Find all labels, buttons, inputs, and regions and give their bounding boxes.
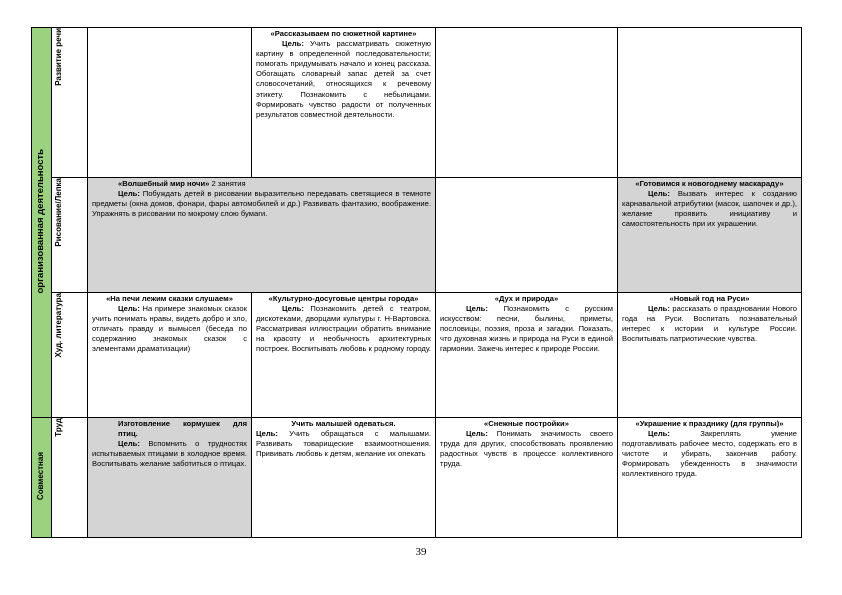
cell-labor-week2	[252, 418, 436, 538]
fiction-week2-title: «Культурно-досуговые центры города»	[268, 294, 419, 303]
labor-week4-title: «Украшение к празднику (для группы)»	[635, 419, 784, 428]
labor-week1-goal: Вспомнить о трудностях испытываемых птицами в холодное время. Воспитывать желание заботиться о птицах.	[92, 439, 247, 469]
labor-week3-goal: Понимать значимость своего труда для других, способствовать проявлению радостных чувств в процессе коллективного труда.	[440, 429, 613, 469]
cell-fiction-week2	[252, 293, 436, 418]
drawing-week1-goal-label: Цель:	[118, 189, 140, 199]
labor-week3-goal-label: Цель:	[466, 429, 488, 439]
subsection-speech-label: Развитие речи	[54, 28, 63, 86]
speech-week2-title: «Рассказываем по сюжетной картине»	[270, 29, 417, 38]
labor-week1-goal-label: Цель:	[118, 439, 140, 449]
labor-week4-goal: Закреплять умение подготавливать рабочее место, содержать его в чистоте и убирать, закончив работу. Формировать убежденность в значимости коллективного труда.	[622, 429, 797, 479]
fiction-week4-goal: рассказать о праздновании Нового года на Руси. Воспитать познавательный интерес к истории и культуре России. Воспитывать патриотические чувства.	[622, 304, 797, 344]
cell-speech-week3	[436, 28, 618, 178]
drawing-week1-goal: Побуждать детей в рисовании выразительно передавать светящиеся в темноте предметы (окна домов, фонари, фары автомобилей и др.) Развивать фантазию, воображение. Упражнять в рисовании по мокрому слою бумаги.	[92, 189, 431, 219]
cell-labor-week1	[88, 418, 252, 538]
cell-labor-week4	[618, 418, 802, 538]
subsection-labor	[52, 418, 88, 538]
section-joint	[32, 418, 52, 538]
speech-week2-goal: Учить рассматривать сюжетную картину в определенной последовательности; помогать придумывать начало и конец рассказа. Обогащать словарный запас детей за счет словосочетаний, относящихся к речевому этикету. Познакомить с небылицами. Формировать чувство радости от полученных результатов совместной деятельности.	[256, 39, 431, 119]
drawing-week1-title: «Волшебный мир ночи»	[118, 179, 210, 188]
labor-week3-title: «Снежные постройки»	[484, 419, 569, 428]
speech-week2-goal-label: Цель:	[282, 39, 304, 49]
table-row-labor	[32, 418, 802, 538]
cell-labor-week3	[436, 418, 618, 538]
fiction-week1-title: «На печи лежим сказки слушаем»	[106, 294, 233, 303]
fiction-week4-goal-label: Цель:	[648, 304, 670, 314]
fiction-week3-title: «Дух и природа»	[494, 294, 559, 303]
subsection-fiction	[52, 293, 88, 418]
fiction-week3-goal-label: Цель:	[466, 304, 488, 314]
subsection-labor-label: Труд	[54, 418, 63, 437]
cell-fiction-week3	[436, 293, 618, 418]
subsection-fiction-label: Худ. литература	[54, 293, 63, 358]
table-row-fiction	[32, 293, 802, 418]
subsection-drawing-label: Рисование/Лепка	[54, 178, 63, 247]
cell-speech-week2	[252, 28, 436, 178]
planning-table-page	[31, 27, 801, 537]
cell-drawing-week4	[618, 178, 802, 293]
page-number: 39	[415, 546, 427, 558]
fiction-week2-goal-label: Цель:	[282, 304, 304, 314]
labor-week2-title: Учить малышей одеваться.	[291, 419, 396, 428]
cell-drawing-week1	[88, 178, 436, 293]
planning-table	[31, 27, 802, 538]
fiction-week1-goal: На примере знакомых сказок учить понимать нравы, видеть добро и зло, отличать правду и вымысел (беседа по содержанию знакомых сказок с элементами драматизации)	[92, 304, 247, 354]
cell-speech-week1	[88, 28, 252, 178]
drawing-week1-note: 2 занятия	[211, 179, 246, 188]
fiction-week3-goal: Познакомить с русским искусством: песни, былины, приметы, пословицы, поэзия, проза и загадки. Показать, что духовная жизнь и природа на Руси в единой гармонии. Зажечь интерес к природе России.	[440, 304, 613, 354]
labor-week2-goal-label: Цель:	[256, 429, 278, 439]
table-row-drawing	[32, 178, 802, 293]
section-organized	[32, 28, 52, 418]
drawing-week4-goal-label: Цель:	[648, 189, 670, 199]
labor-week1-title: Изготовление кормушек для птиц.	[118, 419, 247, 439]
cell-fiction-week1	[88, 293, 252, 418]
table-row-speech	[32, 28, 802, 178]
cell-drawing-week3	[436, 178, 618, 293]
fiction-week2-goal: Познакомить детей с театром, дискотеками, дворцами культуры г. Н-Вартовска. Рассматривая иллюстрации обратить внимание на красоту и необычность архитектурных построек. Воспитывать любовь к родному городу.	[256, 304, 431, 354]
labor-week2-goal: Учить обращаться с малышами. Развивать товарищеские взаимоотношения. Прививать любовь к детям, желание их опекать	[256, 429, 431, 459]
cell-fiction-week4	[618, 293, 802, 418]
cell-speech-week4	[618, 28, 802, 178]
fiction-week4-title: «Новый год на Руси»	[669, 294, 750, 303]
fiction-week1-goal-label: Цель:	[118, 304, 140, 314]
section-joint-label: Совместная	[36, 451, 46, 500]
labor-week4-goal-label: Цель:	[648, 429, 670, 439]
drawing-week4-title: «Готовимся к новогоднему маскараду»	[635, 179, 784, 188]
subsection-drawing	[52, 178, 88, 293]
subsection-speech	[52, 28, 88, 178]
section-organized-label: организованная деятельность	[35, 148, 47, 294]
drawing-week4-goal: Вызвать интерес к созданию карнавальной атрибутики (масок, шапочек и др.), желание проявить инициативу и самостоятельность при их украшении.	[622, 189, 797, 229]
